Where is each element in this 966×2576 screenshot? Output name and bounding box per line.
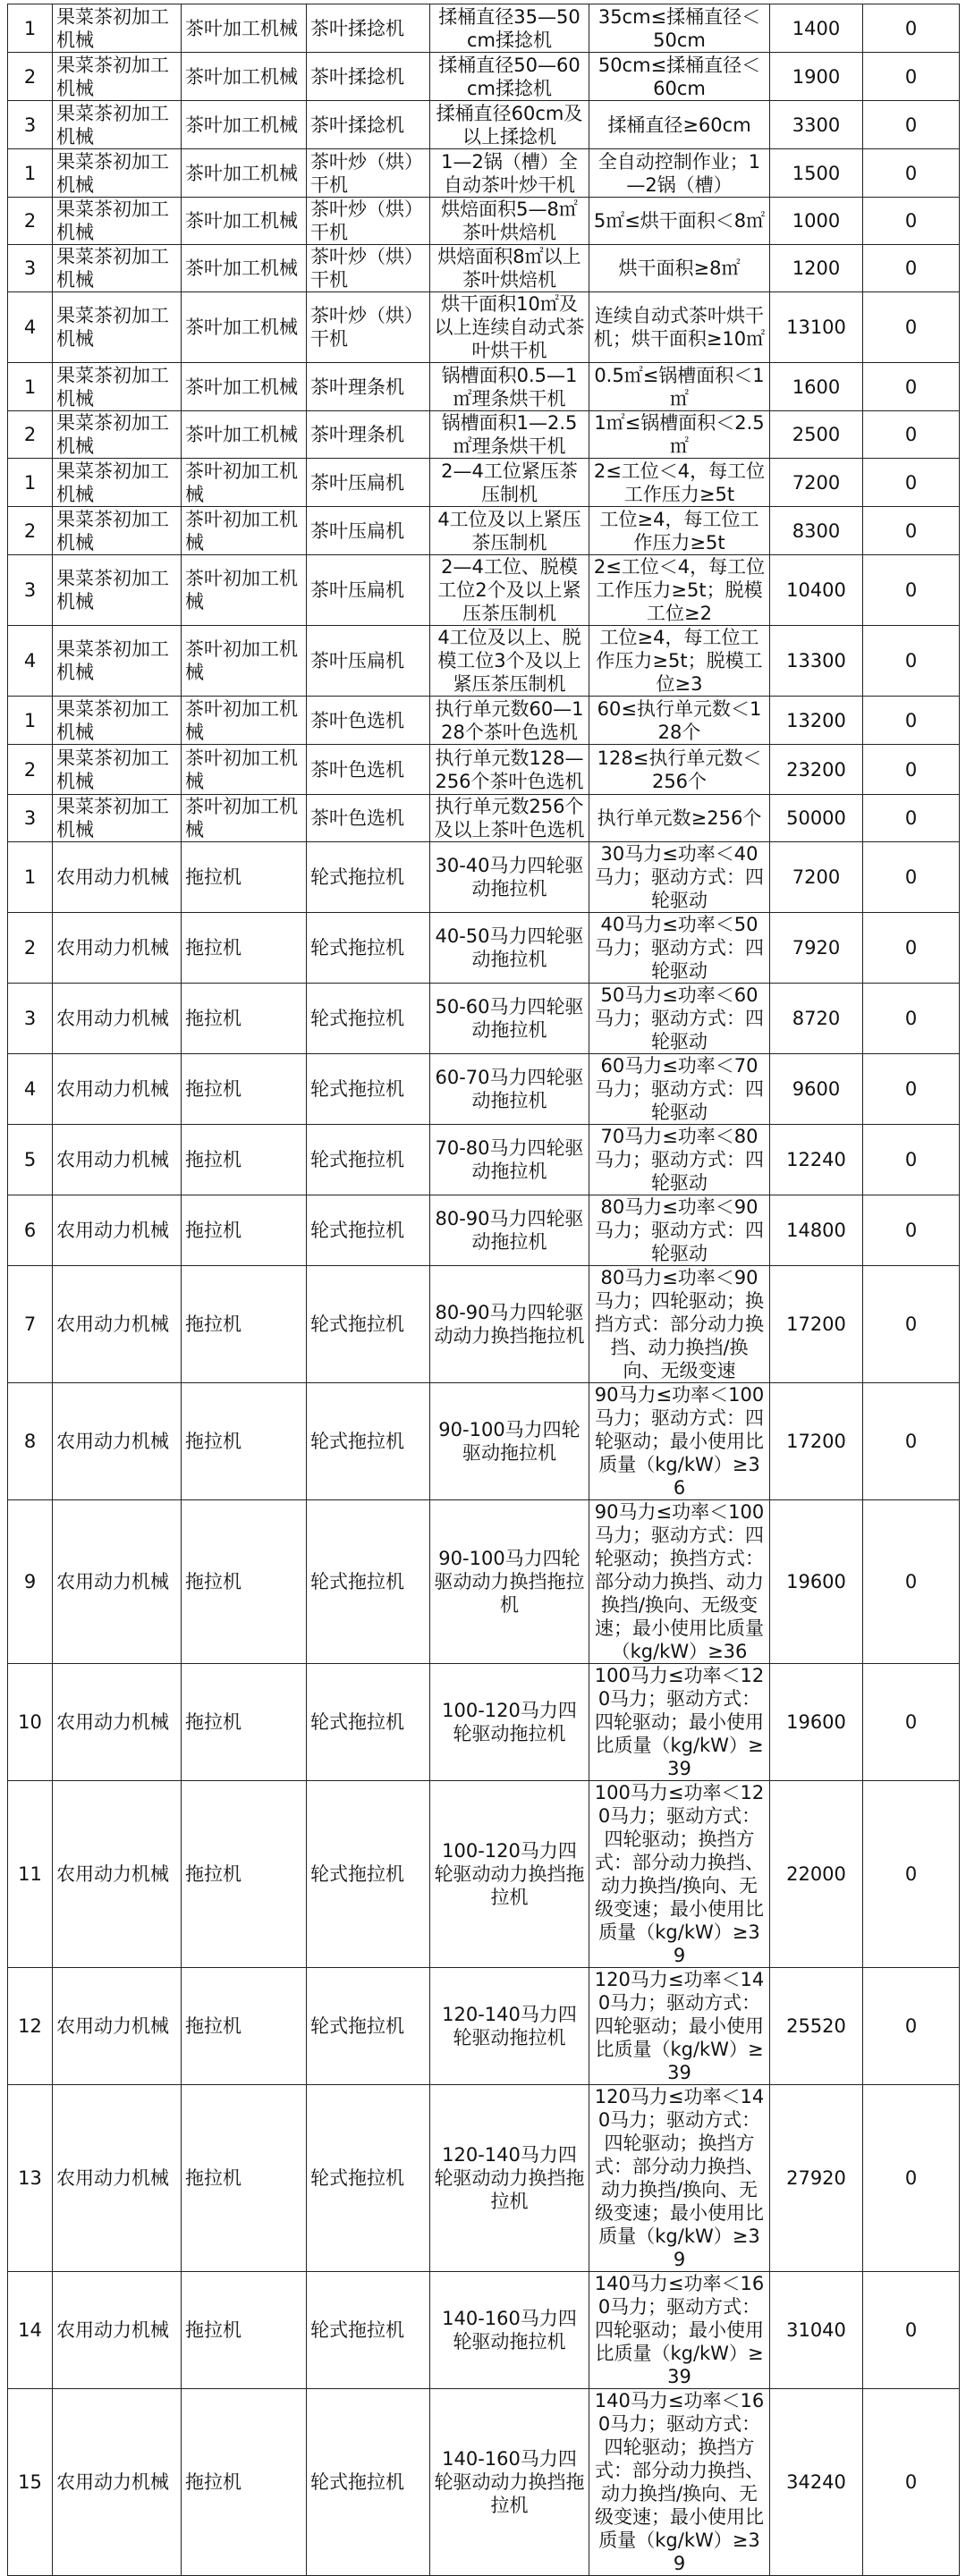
cell-grade: 烘焙面积8㎡以上茶叶烘焙机 [430,245,589,292]
table-row [8,795,960,842]
cell-category: 果菜茶初加工机械 [53,507,182,555]
table-row [8,1781,960,1968]
cell-spec: 执行单元数≥256个 [589,795,770,842]
table-row [8,2389,960,2576]
cell-spec: 2≤工位＜4，每工位工作压力≥5t [589,459,770,507]
cell-item: 茶叶炒（烘）干机 [307,245,430,292]
table-row [8,53,960,101]
cell-grade: 2—4工位、脱模工位2个及以上紧压茶压制机 [430,555,589,626]
table-row [8,4,960,53]
cell-grade: 执行单元数60—128个茶叶色选机 [430,697,589,745]
cell-top-subsidy: 0 [863,2272,960,2389]
cell-top-subsidy: 0 [863,1195,960,1266]
cell-subsidy-amount: 23200 [770,745,863,795]
cell-subcategory: 茶叶加工机械 [182,101,307,149]
table-row [8,292,960,363]
cell-subsidy-amount: 2500 [770,411,863,459]
cell-item: 轮式拖拉机 [307,2085,430,2272]
cell-spec: 1㎡≤锅槽面积＜2.5㎡ [589,411,770,459]
cell-subcategory: 拖拉机 [182,2389,307,2576]
cell-top-subsidy: 0 [863,2389,960,2576]
cell-grade: 2—4工位紧压茶压制机 [430,459,589,507]
cell-item: 轮式拖拉机 [307,1383,430,1500]
cell-subsidy-amount: 17200 [770,1383,863,1500]
cell-seq-no: 1 [8,363,53,411]
table-row [8,1195,960,1266]
cell-spec: 连续自动式茶叶烘干机；烘干面积≥10㎡ [589,292,770,363]
cell-subcategory: 茶叶加工机械 [182,53,307,101]
cell-spec: 100马力≤功率＜120马力；驱动方式：四轮驱动；换挡方式：部分动力换挡、动力换挡/换向、无级变速；最小使用比质量（kg/kW）≥39 [589,1781,770,1968]
cell-grade: 揉桶直径50—60cm揉捻机 [430,53,589,101]
cell-subsidy-amount: 7920 [770,913,863,984]
cell-seq-no: 3 [8,245,53,292]
cell-seq-no: 15 [8,2389,53,2576]
cell-category: 果菜茶初加工机械 [53,245,182,292]
cell-top-subsidy: 0 [863,101,960,149]
cell-subsidy-amount: 22000 [770,1781,863,1968]
cell-spec: 35cm≤揉桶直径＜50cm [589,4,770,53]
cell-subsidy-amount: 7200 [770,459,863,507]
cell-item: 茶叶揉捻机 [307,101,430,149]
cell-grade: 执行单元数256个及以上茶叶色选机 [430,795,589,842]
table-row [8,1054,960,1125]
cell-subcategory: 茶叶初加工机械 [182,795,307,842]
cell-subsidy-amount: 1500 [770,149,863,198]
cell-subsidy-amount: 3300 [770,101,863,149]
cell-subcategory: 茶叶初加工机械 [182,745,307,795]
table-row [8,2272,960,2389]
cell-grade: 80-90马力四轮驱动动力换挡拖拉机 [430,1266,589,1383]
table-row [8,984,960,1054]
cell-top-subsidy: 0 [863,984,960,1054]
cell-top-subsidy: 0 [863,245,960,292]
cell-seq-no: 2 [8,507,53,555]
cell-category: 果菜茶初加工机械 [53,411,182,459]
cell-item: 茶叶炒（烘）干机 [307,292,430,363]
cell-item: 茶叶理条机 [307,411,430,459]
cell-spec: 120马力≤功率＜140马力；驱动方式：四轮驱动；最小使用比质量（kg/kW）≥39 [589,1968,770,2085]
cell-spec: 30马力≤功率＜40马力；驱动方式：四轮驱动 [589,842,770,913]
cell-category: 果菜茶初加工机械 [53,292,182,363]
cell-item: 轮式拖拉机 [307,1266,430,1383]
table-row [8,507,960,555]
cell-top-subsidy: 0 [863,795,960,842]
cell-seq-no: 10 [8,1664,53,1781]
cell-item: 茶叶炒（烘）干机 [307,198,430,245]
cell-item: 茶叶色选机 [307,697,430,745]
cell-top-subsidy: 0 [863,1664,960,1781]
cell-subcategory: 茶叶加工机械 [182,363,307,411]
cell-grade: 4工位及以上紧压茶压制机 [430,507,589,555]
cell-top-subsidy: 0 [863,459,960,507]
cell-seq-no: 11 [8,1781,53,1968]
cell-category: 农用动力机械 [53,1500,182,1664]
cell-subsidy-amount: 9600 [770,1054,863,1125]
cell-category: 农用动力机械 [53,913,182,984]
table-row [8,101,960,149]
cell-seq-no: 14 [8,2272,53,2389]
cell-subcategory: 茶叶加工机械 [182,4,307,53]
cell-subcategory: 拖拉机 [182,2272,307,2389]
cell-seq-no: 4 [8,626,53,697]
cell-subcategory: 拖拉机 [182,1664,307,1781]
cell-grade: 90-100马力四轮驱动拖拉机 [430,1383,589,1500]
cell-grade: 锅槽面积0.5—1㎡理条烘干机 [430,363,589,411]
cell-subsidy-amount: 25520 [770,1968,863,2085]
cell-item: 茶叶压扁机 [307,507,430,555]
cell-top-subsidy: 0 [863,363,960,411]
cell-subcategory: 茶叶加工机械 [182,245,307,292]
cell-spec: 100马力≤功率＜120马力；驱动方式：四轮驱动；最小使用比质量（kg/kW）≥39 [589,1664,770,1781]
cell-seq-no: 2 [8,913,53,984]
cell-spec: 60马力≤功率＜70马力；驱动方式：四轮驱动 [589,1054,770,1125]
cell-subsidy-amount: 19600 [770,1500,863,1664]
cell-category: 果菜茶初加工机械 [53,53,182,101]
cell-seq-no: 9 [8,1500,53,1664]
cell-grade: 140-160马力四轮驱动拖拉机 [430,2272,589,2389]
cell-top-subsidy: 0 [863,1781,960,1968]
cell-category: 果菜茶初加工机械 [53,198,182,245]
cell-seq-no: 7 [8,1266,53,1383]
cell-grade: 70-80马力四轮驱动拖拉机 [430,1125,589,1195]
cell-spec: 5㎡≤烘干面积＜8㎡ [589,198,770,245]
table-row [8,842,960,913]
cell-spec: 全自动控制作业；1—2锅（槽） [589,149,770,198]
cell-item: 茶叶压扁机 [307,555,430,626]
cell-subsidy-amount: 13200 [770,697,863,745]
cell-subcategory: 拖拉机 [182,1383,307,1500]
cell-spec: 128≤执行单元数＜256个 [589,745,770,795]
cell-spec: 90马力≤功率＜100马力；驱动方式：四轮驱动；换挡方式：部分动力换挡、动力换挡/换向、无级变速；最小使用比质量（kg/kW）≥36 [589,1500,770,1664]
cell-seq-no: 2 [8,411,53,459]
cell-category: 农用动力机械 [53,984,182,1054]
cell-seq-no: 2 [8,53,53,101]
cell-item: 茶叶揉捻机 [307,53,430,101]
cell-grade: 执行单元数128—256个茶叶色选机 [430,745,589,795]
cell-top-subsidy: 0 [863,1054,960,1125]
cell-subsidy-amount: 17200 [770,1266,863,1383]
cell-subsidy-amount: 50000 [770,795,863,842]
cell-category: 农用动力机械 [53,1664,182,1781]
cell-subcategory: 茶叶加工机械 [182,198,307,245]
table-row [8,363,960,411]
cell-top-subsidy: 0 [863,507,960,555]
cell-grade: 90-100马力四轮驱动动力换挡拖拉机 [430,1500,589,1664]
cell-item: 轮式拖拉机 [307,913,430,984]
cell-item: 轮式拖拉机 [307,1500,430,1664]
cell-subsidy-amount: 8300 [770,507,863,555]
cell-item: 轮式拖拉机 [307,1664,430,1781]
cell-spec: 90马力≤功率＜100马力；驱动方式：四轮驱动；最小使用比质量（kg/kW）≥36 [589,1383,770,1500]
cell-grade: 100-120马力四轮驱动动力换挡拖拉机 [430,1781,589,1968]
cell-category: 果菜茶初加工机械 [53,149,182,198]
cell-top-subsidy: 0 [863,53,960,101]
cell-spec: 120马力≤功率＜140马力；驱动方式：四轮驱动；换挡方式：部分动力换挡、动力换挡/换向、无级变速；最小使用比质量（kg/kW）≥39 [589,2085,770,2272]
cell-grade: 揉桶直径35—50cm揉捻机 [430,4,589,53]
cell-seq-no: 1 [8,149,53,198]
cell-seq-no: 3 [8,795,53,842]
cell-spec: 70马力≤功率＜80马力；驱动方式：四轮驱动 [589,1125,770,1195]
table-row [8,411,960,459]
cell-seq-no: 3 [8,984,53,1054]
cell-subcategory: 拖拉机 [182,842,307,913]
cell-seq-no: 4 [8,1054,53,1125]
cell-seq-no: 1 [8,459,53,507]
cell-category: 果菜茶初加工机械 [53,795,182,842]
table-row [8,1266,960,1383]
cell-seq-no: 2 [8,745,53,795]
cell-subsidy-amount: 12240 [770,1125,863,1195]
cell-item: 茶叶压扁机 [307,459,430,507]
cell-spec: 工位≥4，每工位工作压力≥5t [589,507,770,555]
cell-top-subsidy: 0 [863,1383,960,1500]
cell-subcategory: 茶叶加工机械 [182,292,307,363]
cell-grade: 烘焙面积5—8㎡茶叶烘焙机 [430,198,589,245]
cell-grade: 120-140马力四轮驱动拖拉机 [430,1968,589,2085]
cell-subcategory: 拖拉机 [182,1054,307,1125]
cell-category: 果菜茶初加工机械 [53,745,182,795]
cell-seq-no: 13 [8,2085,53,2272]
subsidy-table [7,4,960,2576]
cell-seq-no: 1 [8,842,53,913]
table-row [8,198,960,245]
cell-subsidy-amount: 7200 [770,842,863,913]
table-row [8,745,960,795]
cell-category: 农用动力机械 [53,842,182,913]
cell-subcategory: 茶叶初加工机械 [182,697,307,745]
cell-top-subsidy: 0 [863,913,960,984]
table-row [8,149,960,198]
cell-subsidy-amount: 19600 [770,1664,863,1781]
cell-subcategory: 拖拉机 [182,913,307,984]
cell-category: 果菜茶初加工机械 [53,626,182,697]
cell-category: 农用动力机械 [53,1125,182,1195]
cell-seq-no: 2 [8,198,53,245]
cell-grade: 30-40马力四轮驱动拖拉机 [430,842,589,913]
cell-top-subsidy: 0 [863,745,960,795]
cell-subcategory: 拖拉机 [182,1195,307,1266]
cell-spec: 50马力≤功率＜60马力；驱动方式：四轮驱动 [589,984,770,1054]
cell-subsidy-amount: 14800 [770,1195,863,1266]
cell-top-subsidy: 0 [863,1125,960,1195]
cell-top-subsidy: 0 [863,555,960,626]
cell-spec: 揉桶直径≥60cm [589,101,770,149]
cell-subcategory: 拖拉机 [182,1125,307,1195]
cell-item: 轮式拖拉机 [307,842,430,913]
cell-grade: 80-90马力四轮驱动拖拉机 [430,1195,589,1266]
cell-category: 农用动力机械 [53,2389,182,2576]
cell-top-subsidy: 0 [863,1500,960,1664]
cell-subsidy-amount: 27920 [770,2085,863,2272]
cell-grade: 60-70马力四轮驱动拖拉机 [430,1054,589,1125]
cell-spec: 140马力≤功率＜160马力；驱动方式：四轮驱动；最小使用比质量（kg/kW）≥39 [589,2272,770,2389]
cell-item: 茶叶色选机 [307,745,430,795]
cell-top-subsidy: 0 [863,626,960,697]
cell-top-subsidy: 0 [863,1968,960,2085]
cell-subcategory: 拖拉机 [182,2085,307,2272]
cell-item: 轮式拖拉机 [307,2272,430,2389]
cell-grade: 揉桶直径60cm及以上揉捻机 [430,101,589,149]
cell-category: 果菜茶初加工机械 [53,4,182,53]
cell-item: 茶叶炒（烘）干机 [307,149,430,198]
table-row [8,245,960,292]
cell-spec: 140马力≤功率＜160马力；驱动方式：四轮驱动；换挡方式：部分动力换挡、动力换挡/换向、无级变速；最小使用比质量（kg/kW）≥39 [589,2389,770,2576]
cell-top-subsidy: 0 [863,1266,960,1383]
cell-top-subsidy: 0 [863,292,960,363]
cell-subcategory: 茶叶初加工机械 [182,555,307,626]
cell-subcategory: 茶叶初加工机械 [182,459,307,507]
cell-category: 农用动力机械 [53,1781,182,1968]
cell-grade: 4工位及以上、脱模工位3个及以上紧压茶压制机 [430,626,589,697]
cell-item: 轮式拖拉机 [307,1968,430,2085]
cell-subsidy-amount: 13100 [770,292,863,363]
cell-spec: 80马力≤功率＜90马力；四轮驱动；换挡方式：部分动力换挡、动力换挡/换向、无级变速 [589,1266,770,1383]
cell-top-subsidy: 0 [863,4,960,53]
cell-subsidy-amount: 34240 [770,2389,863,2576]
cell-category: 果菜茶初加工机械 [53,459,182,507]
cell-category: 农用动力机械 [53,1195,182,1266]
cell-subsidy-amount: 8720 [770,984,863,1054]
cell-subcategory: 拖拉机 [182,984,307,1054]
cell-category: 农用动力机械 [53,1968,182,2085]
cell-category: 果菜茶初加工机械 [53,555,182,626]
cell-item: 轮式拖拉机 [307,1125,430,1195]
cell-top-subsidy: 0 [863,2085,960,2272]
cell-grade: 40-50马力四轮驱动拖拉机 [430,913,589,984]
cell-grade: 100-120马力四轮驱动拖拉机 [430,1664,589,1781]
cell-subsidy-amount: 1600 [770,363,863,411]
cell-seq-no: 12 [8,1968,53,2085]
cell-seq-no: 1 [8,4,53,53]
cell-spec: 工位≥4，每工位工作压力≥5t；脱模工位≥3 [589,626,770,697]
cell-category: 果菜茶初加工机械 [53,363,182,411]
cell-item: 轮式拖拉机 [307,1195,430,1266]
cell-item: 轮式拖拉机 [307,1054,430,1125]
table-row [8,1500,960,1664]
cell-category: 农用动力机械 [53,1054,182,1125]
cell-seq-no: 8 [8,1383,53,1500]
cell-top-subsidy: 0 [863,149,960,198]
table-row [8,1664,960,1781]
cell-seq-no: 6 [8,1195,53,1266]
cell-seq-no: 1 [8,697,53,745]
cell-item: 茶叶揉捻机 [307,4,430,53]
cell-subcategory: 茶叶初加工机械 [182,507,307,555]
cell-spec: 40马力≤功率＜50马力；驱动方式：四轮驱动 [589,913,770,984]
cell-item: 轮式拖拉机 [307,984,430,1054]
cell-subsidy-amount: 10400 [770,555,863,626]
cell-seq-no: 4 [8,292,53,363]
cell-top-subsidy: 0 [863,842,960,913]
cell-spec: 50cm≤揉桶直径＜60cm [589,53,770,101]
table-row [8,459,960,507]
cell-subcategory: 茶叶加工机械 [182,149,307,198]
cell-seq-no: 5 [8,1125,53,1195]
table-row [8,626,960,697]
cell-spec: 0.5㎡≤锅槽面积＜1㎡ [589,363,770,411]
cell-category: 农用动力机械 [53,1266,182,1383]
cell-item: 茶叶压扁机 [307,626,430,697]
cell-spec: 2≤工位＜4，每工位工作压力≥5t；脱模工位≥2 [589,555,770,626]
cell-top-subsidy: 0 [863,411,960,459]
cell-item: 轮式拖拉机 [307,1781,430,1968]
cell-subcategory: 茶叶加工机械 [182,411,307,459]
cell-spec: 60≤执行单元数＜128个 [589,697,770,745]
cell-item: 茶叶理条机 [307,363,430,411]
table-row [8,913,960,984]
cell-subsidy-amount: 13300 [770,626,863,697]
cell-subsidy-amount: 1900 [770,53,863,101]
table-row [8,2085,960,2272]
cell-subsidy-amount: 1400 [770,4,863,53]
cell-category: 果菜茶初加工机械 [53,101,182,149]
cell-top-subsidy: 0 [863,697,960,745]
cell-grade: 1—2锅（槽）全自动茶叶炒干机 [430,149,589,198]
cell-category: 农用动力机械 [53,2272,182,2389]
cell-subcategory: 拖拉机 [182,1781,307,1968]
cell-grade: 50-60马力四轮驱动拖拉机 [430,984,589,1054]
cell-item: 轮式拖拉机 [307,2389,430,2576]
cell-subcategory: 拖拉机 [182,1968,307,2085]
table-row [8,555,960,626]
cell-grade: 120-140马力四轮驱动动力换挡拖拉机 [430,2085,589,2272]
cell-grade: 锅槽面积1—2.5㎡理条烘干机 [430,411,589,459]
cell-seq-no: 3 [8,101,53,149]
table-row [8,1383,960,1500]
cell-spec: 烘干面积≥8㎡ [589,245,770,292]
cell-subsidy-amount: 31040 [770,2272,863,2389]
cell-spec: 80马力≤功率＜90马力；驱动方式：四轮驱动 [589,1195,770,1266]
cell-grade: 140-160马力四轮驱动动力换挡拖拉机 [430,2389,589,2576]
table-row [8,697,960,745]
cell-subsidy-amount: 1200 [770,245,863,292]
cell-category: 果菜茶初加工机械 [53,697,182,745]
cell-item: 茶叶色选机 [307,795,430,842]
cell-subsidy-amount: 1000 [770,198,863,245]
cell-category: 农用动力机械 [53,2085,182,2272]
cell-subcategory: 茶叶初加工机械 [182,626,307,697]
cell-grade: 烘干面积10㎡及以上连续自动式茶叶烘干机 [430,292,589,363]
cell-subcategory: 拖拉机 [182,1266,307,1383]
cell-subcategory: 拖拉机 [182,1500,307,1664]
cell-category: 农用动力机械 [53,1383,182,1500]
table-row [8,1968,960,2085]
cell-seq-no: 3 [8,555,53,626]
cell-top-subsidy: 0 [863,198,960,245]
table-row [8,1125,960,1195]
